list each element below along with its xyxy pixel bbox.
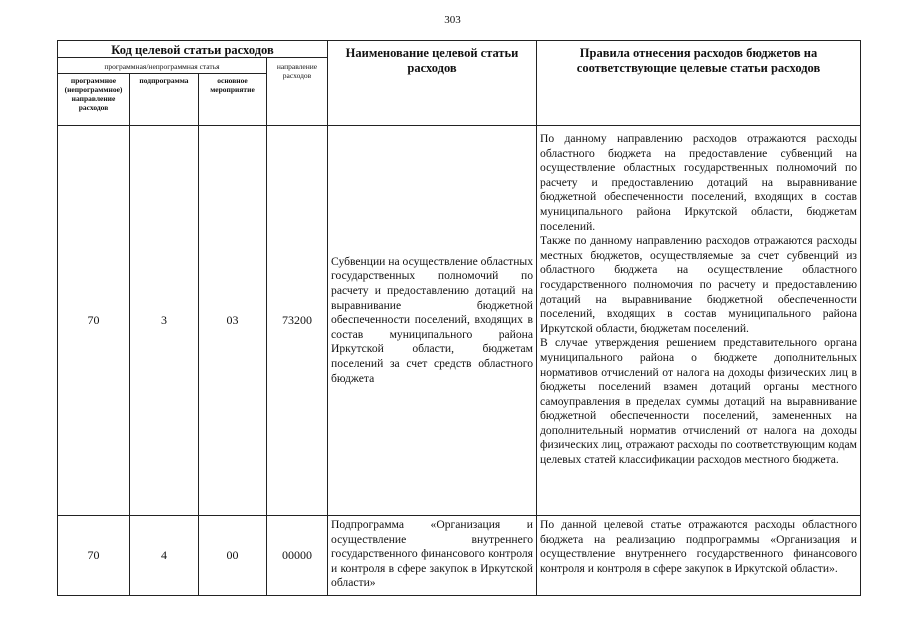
rules-cell bbox=[537, 516, 861, 596]
direction-column-header: направление расходов bbox=[267, 58, 328, 126]
main-activity-column-header: основное мероприятие bbox=[199, 74, 267, 126]
program-group-header: программная/непрограммная статья bbox=[58, 58, 267, 74]
target-article-name bbox=[328, 126, 537, 516]
activity-code: 03 bbox=[199, 126, 267, 516]
target-article-name bbox=[328, 516, 537, 596]
rules-paragraph: По данному направлению расходов отражаются расходы областного бюджета на предоставление субвенций на осуществление областных государственных полномочий по расчету и предоставлению дотаций на выравнивание бюджетной обеспеченности поселений, входящих в состав муниципального района Иркутской области, бюджетам поселений. bbox=[540, 132, 858, 233]
code-group-header: Код целевой статьи расходов bbox=[58, 41, 328, 58]
rules-cell bbox=[537, 126, 861, 516]
table-row bbox=[58, 516, 861, 596]
rules-column-header: Правила отнесения расходов бюджетов на соответствующие целевые статьи расходов bbox=[537, 41, 861, 126]
program-code: 70 bbox=[58, 516, 130, 596]
direction-code: 73200 bbox=[267, 126, 328, 516]
rules-paragraph: В случае утверждения решением представительного органа муниципального района о бюджете дополнительных нормативов отчислений от налога на доходы физических лиц в бюджеты поселений взамен дотаций органы местного самоуправления в пределах суммы дотаций на выравнивание бюджетной обеспеченности поселений, замененных на дополнительный норматив отчислений от налога на доходы физических лиц, отражают расходы по соответствующим кодам целевых статей классификации расходов местного бюджета. bbox=[540, 336, 858, 467]
rules-paragraph: Также по данному направлению расходов отражаются расходы местных бюджетов, осуществляемые за счет субвенций из областного бюджета на осуществление областного государственного полномочия по расчету и предоставлению дотаций на выравнивание бюджетной обеспеченности поселений, входящих в состав муниципального района Иркутской области, бюджетам поселений. bbox=[540, 234, 858, 335]
subprogram-code: 3 bbox=[130, 126, 199, 516]
target-article-name-text: Подпрограмма «Организация и осуществление внутреннего государственного финансового контроля и контроля в сфере закупок в Иркутской области» bbox=[331, 518, 534, 590]
name-column-header: Наименование целевой статьи расходов bbox=[328, 41, 537, 126]
activity-code: 00 bbox=[199, 516, 267, 596]
direction-code: 00000 bbox=[267, 516, 328, 596]
subprogram-code: 4 bbox=[130, 516, 199, 596]
budget-classification-table bbox=[57, 40, 861, 596]
subprogram-column-header: подпрограмма bbox=[130, 74, 199, 126]
rules-paragraph: По данной целевой статье отражаются расходы областного бюджета на реализацию подпрограммы «Организация и осуществление внутреннего государственного финансового контроля и контроля в сфере закупок в Иркутской области». bbox=[540, 518, 858, 575]
target-article-name-text: Субвенции на осуществление областных государственных полномочий по расчету и предоставлению дотаций на выравнивание бюджетной обеспеченности поселений, входящих в состав муниципального района Иркутской области, бюджетам поселений за счет средств областного бюджета bbox=[331, 254, 534, 385]
page-number: 303 bbox=[444, 14, 461, 26]
program-column-header: программное (непрограммное) направление расходов bbox=[58, 74, 130, 126]
program-code: 70 bbox=[58, 126, 130, 516]
table-row bbox=[58, 126, 861, 516]
